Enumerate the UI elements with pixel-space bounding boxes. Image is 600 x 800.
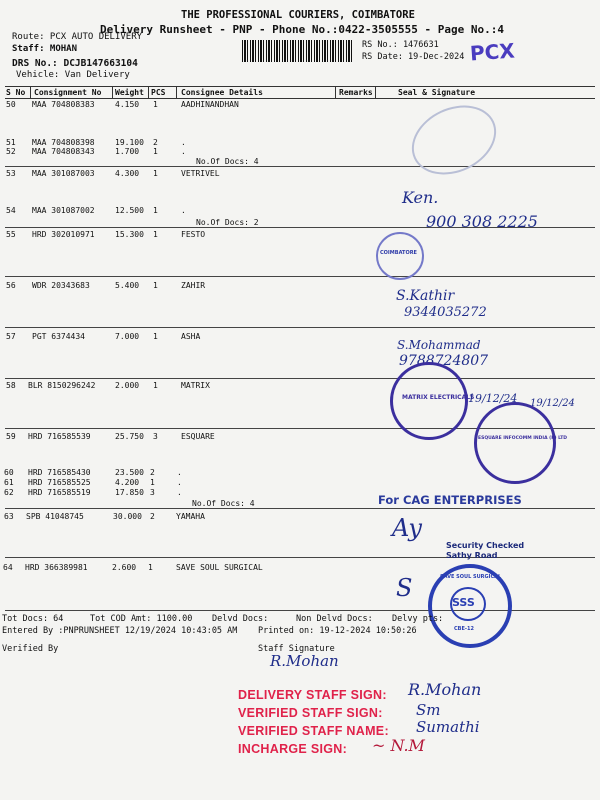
delivery-staff-signature: R.Mohan xyxy=(408,680,482,699)
cell-pcs: 1 xyxy=(153,169,158,178)
cell-consignment: HRD 716585525 xyxy=(28,478,91,487)
cell-sno: 62 xyxy=(4,488,14,497)
faded-stamp xyxy=(401,92,508,187)
cell-sno: 61 xyxy=(4,478,14,487)
cell-sno: 50 xyxy=(6,100,16,109)
cell-consignment: HRD 302010971 xyxy=(32,230,95,239)
cell-consignee: ASHA xyxy=(181,332,201,341)
rs-number: RS No.: 1476631 xyxy=(362,40,439,50)
vehicle-label: Vehicle: Van Delivery xyxy=(16,70,130,80)
cell-weight: 17.850 xyxy=(115,488,144,497)
cell-pcs: 2 xyxy=(150,512,155,521)
row-divider xyxy=(5,327,595,328)
cell-pcs: 1 xyxy=(153,230,158,239)
esquare-stamp xyxy=(474,402,556,484)
cell-consignment: MAA 704808343 xyxy=(32,147,95,156)
cell-consignee: . xyxy=(177,468,182,477)
cell-pcs: 1 xyxy=(153,100,158,109)
incharge-sign-label: INCHARGE SIGN: xyxy=(238,742,348,756)
cell-pcs: 2 xyxy=(153,138,158,147)
verified-staff-sign-label: VERIFIED STAFF SIGN: xyxy=(238,706,383,720)
cell-weight: 19.100 xyxy=(115,138,144,147)
entered-by: Entered By :PNPRUNSHEET 12/19/2024 10:43:05 AM xyxy=(2,626,238,636)
col-header-weight: Weight xyxy=(115,88,144,97)
cell-consignment: BLR 8150296242 xyxy=(28,381,96,390)
handwritten-phone: 9344035272 xyxy=(404,305,487,320)
verified-by-label: Verified By xyxy=(2,644,59,654)
matrix-stamp xyxy=(390,362,468,440)
route-label: Route: PCX AUTO DELIVERY xyxy=(12,32,143,42)
col-header-consignee: Consignee Details xyxy=(181,88,263,97)
signature-scribble: Ay xyxy=(392,514,422,542)
delivered-docs: Delvd Docs: xyxy=(212,614,269,624)
verified-staff-name-ink: Sumathi xyxy=(416,718,480,736)
cell-consignment: HRD 366389981 xyxy=(25,563,88,572)
cell-sno: 55 xyxy=(6,230,16,239)
handwritten-name: S.Mohammad xyxy=(397,338,481,352)
sathy-road-stamp: Sathy Road xyxy=(446,551,498,560)
cell-weight: 12.500 xyxy=(115,206,144,215)
festo-stamp xyxy=(376,232,424,280)
total-docs: Tot Docs: 64 xyxy=(2,614,64,624)
col-divider xyxy=(176,86,177,98)
cell-sno: 54 xyxy=(6,206,16,215)
col-header-consignment: Consignment No xyxy=(34,88,102,97)
cell-weight: 4.150 xyxy=(115,100,140,109)
cell-sno: 51 xyxy=(6,138,16,147)
cell-sno: 52 xyxy=(6,147,16,156)
cell-weight: 1.700 xyxy=(115,147,140,156)
pcx-stamp: PCX xyxy=(469,38,516,66)
cell-consignee: AADHINANDHAN xyxy=(181,100,239,109)
signature-scribble: Ken. xyxy=(402,188,439,207)
row-divider xyxy=(5,276,595,277)
cell-pcs: 1 xyxy=(153,332,158,341)
cell-weight: 7.000 xyxy=(115,332,140,341)
verified-staff-signature: Sm xyxy=(416,701,441,719)
cell-consignee: MATRIX xyxy=(181,381,210,390)
cell-consignee: . xyxy=(181,206,186,215)
cell-consignee: ESQUARE xyxy=(181,432,215,441)
docs-count-note: No.Of Docs: 2 xyxy=(196,218,259,227)
printed-on: Printed on: 19-12-2024 10:50:26 xyxy=(258,626,417,636)
col-header-sno: S No xyxy=(6,88,26,97)
cell-sno: 58 xyxy=(6,381,16,390)
row-divider xyxy=(5,166,595,167)
cell-sno: 63 xyxy=(4,512,14,521)
row-divider xyxy=(5,378,595,379)
cell-weight: 25.750 xyxy=(115,432,144,441)
cell-sno: 60 xyxy=(4,468,14,477)
cell-pcs: 1 xyxy=(148,563,153,572)
cell-consignee: . xyxy=(181,138,186,147)
cell-consignment: WDR 20343683 xyxy=(32,281,90,290)
handwritten-phone: 9788724807 xyxy=(399,353,489,369)
staff-signature-label: Staff Signature xyxy=(258,644,335,654)
handwritten-date: 19/12/24 xyxy=(468,392,518,405)
cell-weight: 23.500 xyxy=(115,468,144,477)
security-checked-stamp: Security Checked xyxy=(446,541,525,550)
cell-weight: 5.400 xyxy=(115,281,140,290)
cag-enterprises-stamp: For CAG ENTERPRISES xyxy=(378,493,522,507)
table-header-border xyxy=(5,98,595,99)
cell-consignee: . xyxy=(181,147,186,156)
cell-sno: 59 xyxy=(6,432,16,441)
cell-consignment: HRD 716585430 xyxy=(28,468,91,477)
cell-pcs: 1 xyxy=(153,281,158,290)
cell-pcs: 1 xyxy=(153,381,158,390)
drs-label: DRS No.: DCJB147663104 xyxy=(12,58,138,69)
cbe-stamp-text: CBE-12 xyxy=(454,626,474,632)
esquare-stamp-text: ESQUARE INFOCOMM INDIA (P) LTD xyxy=(478,436,568,441)
cell-consignee: SAVE SOUL SURGICAL xyxy=(176,563,263,572)
cell-weight: 15.300 xyxy=(115,230,144,239)
cell-weight: 4.300 xyxy=(115,169,140,178)
row-divider xyxy=(5,557,595,558)
handwritten-phone: 900 308 2225 xyxy=(426,212,538,231)
cell-consignee: ZAHIR xyxy=(181,281,206,290)
non-delivered-docs: Non Delvd Docs: xyxy=(296,614,373,624)
delivery-points: Delvy pts: xyxy=(392,614,444,624)
cell-weight: 2.000 xyxy=(115,381,140,390)
cell-consignment: HRD 716585519 xyxy=(28,488,91,497)
runsheet-title: Delivery Runsheet - PNP - Phone No.:0422-3505555 - Page No.:4 xyxy=(100,23,504,36)
festo-stamp-text: COIMBATORE xyxy=(380,250,417,256)
cell-consignee: FESTO xyxy=(181,230,206,239)
docs-count-note: No.Of Docs: 4 xyxy=(196,157,259,166)
cell-pcs: 1 xyxy=(150,478,155,487)
cell-sno: 56 xyxy=(6,281,16,290)
cell-consignment: PGT 6374434 xyxy=(32,332,85,341)
delivery-staff-sign-label: DELIVERY STAFF SIGN: xyxy=(238,688,387,702)
cell-consignment: MAA 704808383 xyxy=(32,100,95,109)
company-name: THE PROFESSIONAL COURIERS, COIMBATORE xyxy=(181,9,415,21)
cell-consignment: MAA 704808398 xyxy=(32,138,95,147)
cell-consignment: MAA 301087002 xyxy=(32,206,95,215)
cell-pcs: 3 xyxy=(150,488,155,497)
cell-consignee: YAMAHA xyxy=(176,512,205,521)
col-divider xyxy=(375,86,376,98)
total-cod-amount: Tot COD Amt: 1100.00 xyxy=(90,614,193,624)
save-soul-stamp-text: SAVE SOUL SURGICAL xyxy=(440,574,502,580)
col-divider xyxy=(112,86,113,98)
cell-consignment: MAA 301087003 xyxy=(32,169,95,178)
cell-pcs: 1 xyxy=(153,147,158,156)
cell-weight: 4.200 xyxy=(115,478,140,487)
cell-consignment: SPB 41048745 xyxy=(26,512,84,521)
cell-consignee: . xyxy=(177,488,182,497)
col-divider xyxy=(30,86,31,98)
table-top-border xyxy=(5,86,595,87)
cell-sno: 64 xyxy=(3,563,13,572)
cell-pcs: 2 xyxy=(150,468,155,477)
cell-weight: 2.600 xyxy=(112,563,137,572)
col-header-pcs: PCS xyxy=(151,88,166,97)
barcode-image xyxy=(242,40,354,62)
col-divider xyxy=(335,86,336,98)
cell-sno: 53 xyxy=(6,169,16,178)
cell-consignee: VETRIVEL xyxy=(181,169,220,178)
matrix-stamp-text: MATRIX ELECTRICALS xyxy=(402,394,475,401)
handwritten-date: 19/12/24 xyxy=(530,398,575,409)
staff-label: Staff: MOHAN xyxy=(12,44,78,54)
row-divider xyxy=(5,508,595,509)
sss-logo-text: SSS xyxy=(452,596,475,609)
staff-signature-scribble: R.Mohan xyxy=(270,652,339,670)
cell-pcs: 1 xyxy=(153,206,158,215)
col-header-seal: Seal & Signature xyxy=(398,88,476,97)
cell-consignee: . xyxy=(177,478,182,487)
cell-consignment: HRD 716585539 xyxy=(28,432,91,441)
rs-date: RS Date: 19-Dec-2024 xyxy=(362,52,465,62)
cell-pcs: 3 xyxy=(153,432,158,441)
signature-scribble: S xyxy=(396,574,413,602)
cell-sno: 57 xyxy=(6,332,16,341)
col-divider xyxy=(148,86,149,98)
col-header-remarks: Remarks xyxy=(339,88,373,97)
incharge-signature: ~ N.M xyxy=(372,736,425,755)
cell-weight: 30.000 xyxy=(113,512,142,521)
signature-scribble: S.Kathir xyxy=(396,288,455,304)
verified-staff-name-label: VERIFIED STAFF NAME: xyxy=(238,724,389,738)
docs-count-note: No.Of Docs: 4 xyxy=(192,499,255,508)
